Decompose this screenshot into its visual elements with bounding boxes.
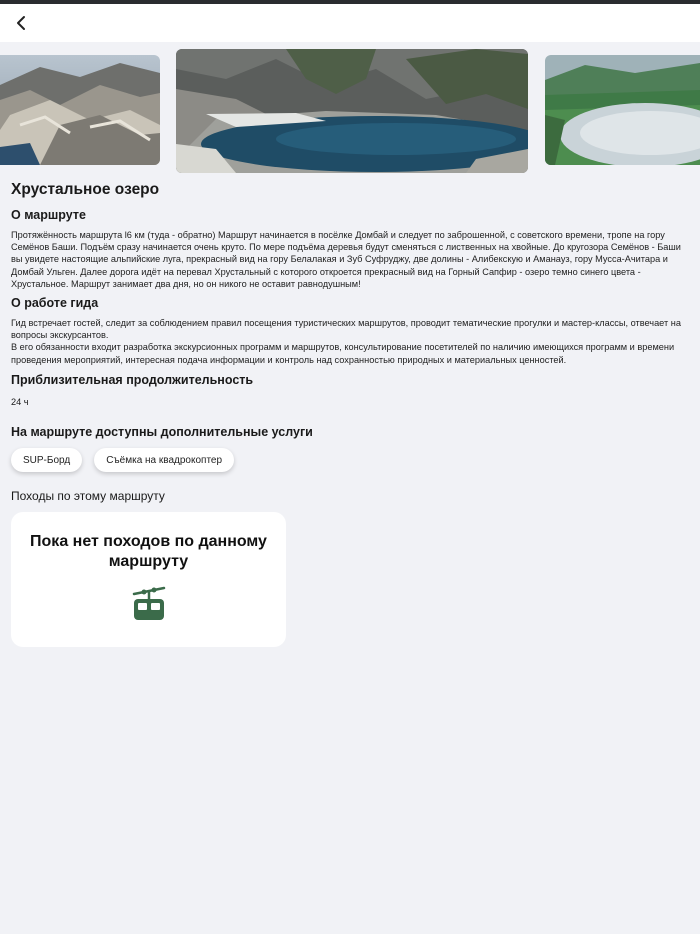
guide-text [11, 317, 691, 366]
guide-text-2: В его обязанности входит разработка экскурсионных программ и маршрутов, консультирование посетителей по наличию имеющихся программ и времени проведения мероприятий, интересная подача информации и контроль над сохранностью природных и материальных ценностей. [11, 342, 675, 365]
back-button[interactable] [10, 12, 32, 34]
about-heading: О маршруте [11, 208, 86, 222]
duration-value: 24 ч [11, 397, 29, 407]
hikes-heading: Походы по этому маршруту [11, 489, 165, 503]
mountain-photo-3[interactable] [545, 55, 700, 165]
services-heading: На маршруте доступны дополнительные услуги [11, 425, 313, 439]
guide-text-1: Гид встречает гостей, следит за соблюдением правил посещения туристических маршрутов, проводит тематические прогулки и мастер-классы, отвечает на вопросы экскурсантов. [11, 318, 681, 341]
services-list [11, 448, 234, 472]
empty-hikes-card [11, 512, 286, 647]
mountain-photo-2[interactable] [176, 49, 528, 173]
guide-heading: О работе гида [11, 296, 99, 310]
route-details [11, 180, 691, 570]
about-text: Протяжённость маршрута l6 км (туда - обратно) Маршрут начинается в посёлке Домбай и следует по заброшенной, с советского времени, тропе на гору Семёнов Баши. Подъём сразу начинается очень круто. По мере подъёма деревья будут сменяться с лиственных на хвойные. До кругозора Семёнов - Баши вы увидете настоящие альпийские луга, прекрасный вид на гору Белалакая и Зуб Суфруджу, две долины - Алибекскую и Аманауз, гору Мусса-Ачитара и Домбай Ульген. Далее дорога идёт на перевал Хрустальный с которого откроется прекрасный вид на Горный Сапфир - озеро темно синего цвета - Хрустальное. Маршрут занимает два дня, но он никого не оставит равнодушным! [11, 230, 681, 289]
duration-heading: Приблизительная продолжительность [11, 373, 254, 387]
photo-gallery[interactable] [0, 49, 700, 173]
mountain-photo-1[interactable] [0, 55, 160, 165]
service-chip-sup[interactable]: SUP-Борд [11, 448, 82, 472]
chevron-left-icon [15, 15, 27, 31]
service-chip-drone[interactable]: Съёмка на квадрокоптер [94, 448, 234, 472]
cable-car-icon [132, 586, 166, 622]
header [0, 4, 700, 42]
route-title: Хрустальное озеро [11, 181, 160, 198]
empty-hikes-text: Пока нет походов по данному маршруту [30, 533, 267, 570]
